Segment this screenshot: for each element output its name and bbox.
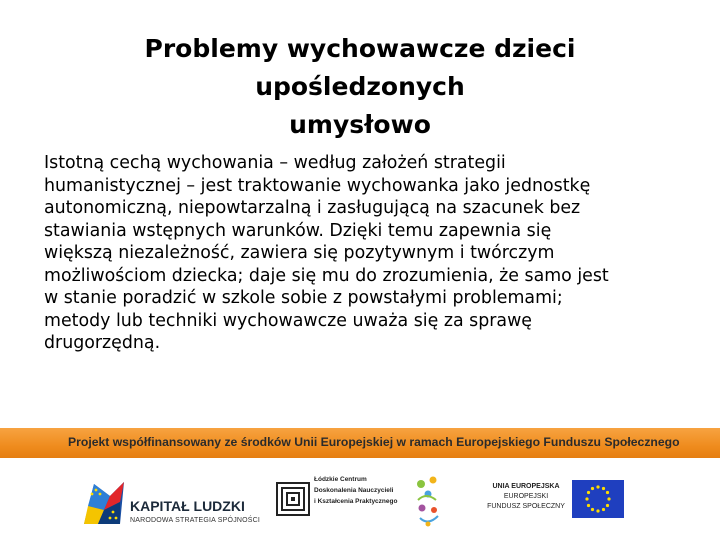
colored-dots-logo-icon [412,470,444,530]
kapital-ludzki-title: KAPITAŁ LUDZKI [130,498,245,514]
eu-social-fund-logo [484,480,634,522]
lcdnikp-line: i Kształcenia Praktycznego [314,498,398,505]
body-line: Istotną cechą wychowania – według założeń strategii [44,153,506,173]
eu-line-1: UNIA EUROPEJSKA [492,483,560,490]
lcdnikp-line: Łódzkie Centrum [314,476,367,483]
kapital-ludzki-emblem-icon [80,480,126,526]
eu-line-3: FUNDUSZ SPOŁECZNY [487,503,565,510]
kapital-ludzki-logo [80,472,260,532]
slide-title-line-1: Problemy wychowawcze dzieci upośledzonych [144,34,576,101]
body-line: stawiania wstępnych warunków. Dzięki temu zapewnia się [44,220,552,241]
slide-title [40,30,680,144]
body-line: większą niezależność, zawiera się pozytywnym i twórczym [44,243,555,263]
eu-funding-bar [0,428,720,458]
body-line: drugorzędną. [44,333,161,353]
eu-social-fund-text [484,482,568,512]
body-line: humanistycznej – jest traktowanie wychowanka jako jednostkę [44,175,591,196]
lcdnikp-text [314,474,397,507]
eu-flag-icon [572,480,624,518]
body-line: możliwościom dziecka; daje się mu do zrozumienia, że samo jest [44,265,609,286]
body-line: metody lub techniki wychowawcze uważa się za sprawę [44,310,532,331]
lcdnikp-logo [276,470,398,530]
body-line: autonomiczną, niepowtarzalną i zasługującą na szacunek bez [44,198,581,218]
kapital-ludzki-subtitle: NARODOWA STRATEGIA SPÓJNOŚCI [130,517,261,524]
slide-title-line-2: umysłowo [289,110,431,139]
lcdnikp-square-icon [276,482,310,516]
lcdnikp-line: Doskonalenia Nauczycieli [314,487,394,494]
eu-funding-text: Projekt współfinansowany ze środków Unii Europejskiej w ramach Europejskiego Funduszu Społecznego [68,435,680,449]
footer-logos [0,462,720,540]
body-line: w stanie poradzić w szkole sobie z powstałymi problemami; [44,288,563,308]
eu-line-2: EUROPEJSKI [503,493,549,500]
slide-body-text [44,152,684,355]
